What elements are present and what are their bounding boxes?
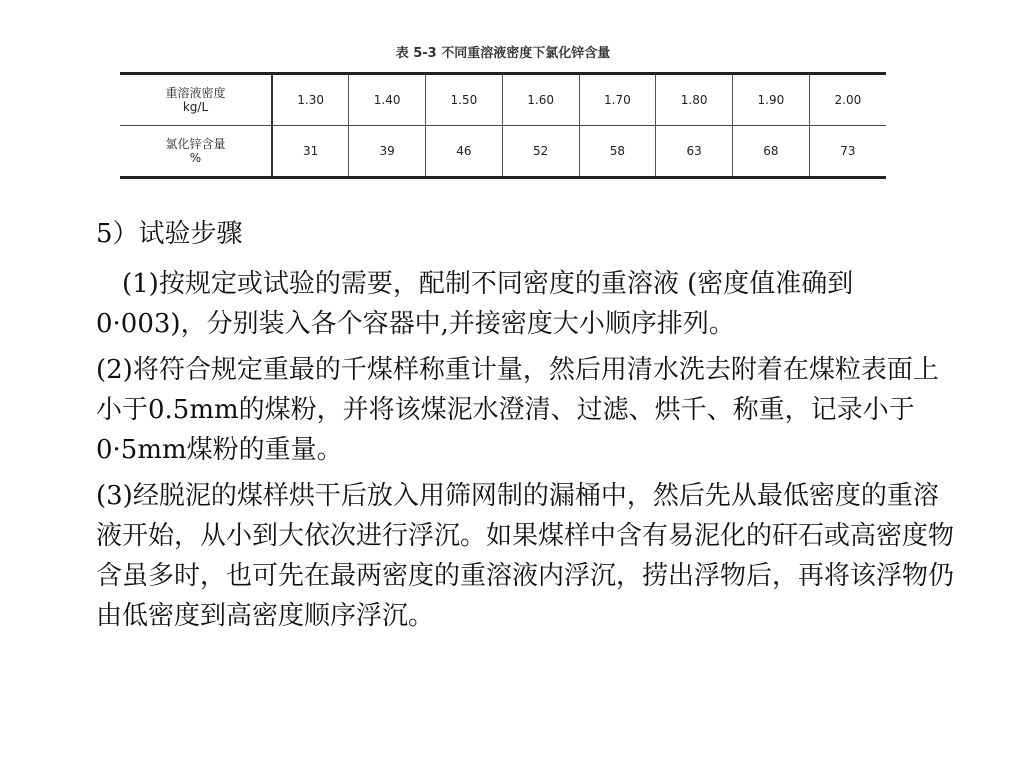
density-cell: 1.40 <box>349 75 426 126</box>
row-header-zinc-chloride <box>120 126 272 177</box>
section-title: 5）试验步骤 <box>96 219 243 249</box>
zinc-chloride-cell: 46 <box>426 126 503 177</box>
procedure-section <box>96 214 956 642</box>
zinc-chloride-cell: 63 <box>656 126 733 177</box>
table-row-zinc-chloride <box>120 126 886 177</box>
density-cell: 2.00 <box>809 75 886 126</box>
zinc-chloride-cell: 73 <box>809 126 886 177</box>
zinc-chloride-cell: 52 <box>502 126 579 177</box>
table-row-density <box>120 75 886 126</box>
procedure-paragraph-3: (3)经脱泥的煤样烘干后放入用筛网制的漏桶中，然后先从最低密度的重溶液开始，从小到大依次进行浮沉。如果煤样中含有易泥化的矸石或高密度物含虽多时，也可先在最两密度的重溶液内浮沉，捞出浮物后，再将该浮物仍由低密度到高密度顺序浮沉。 <box>96 481 955 631</box>
density-table-container <box>120 72 886 179</box>
row-header-zinc-chloride-unit: % <box>189 151 202 165</box>
density-cell: 1.60 <box>502 75 579 126</box>
density-cell: 1.80 <box>656 75 733 126</box>
table-bottom-rule <box>120 176 886 179</box>
table-caption: 表 5-3 不同重溶液密度下氯化锌含量 <box>395 46 611 61</box>
row-header-density-unit: kg/L <box>182 100 209 114</box>
procedure-paragraph-1: (1)按规定或试验的需要，配制不同密度的重溶液 (密度值准确到0·003)，分别装入各个容器中,并接密度大小顺序排列。 <box>96 269 854 339</box>
zinc-chloride-cell: 68 <box>733 126 810 177</box>
procedure-paragraph-2: (2)将符合规定重最的千煤样称重计量，然后用清水洗去附着在煤粒表面上小于0.5mm的煤粉，并将该煤泥水澄清、过滤、烘千、称重，记录小于0·5mm煤粉的重量。 <box>96 355 939 465</box>
row-header-zinc-chloride-label: 氯化锌含量 <box>165 137 226 151</box>
row-header-density-label: 重溶液密度 <box>165 86 226 100</box>
density-cell: 1.90 <box>733 75 810 126</box>
row-header-density <box>120 75 272 126</box>
density-zinc-chloride-table <box>120 75 886 176</box>
density-cell: 1.50 <box>426 75 503 126</box>
density-cell: 1.30 <box>272 75 349 126</box>
density-cell: 1.70 <box>579 75 656 126</box>
zinc-chloride-cell: 31 <box>272 126 349 177</box>
zinc-chloride-cell: 58 <box>579 126 656 177</box>
zinc-chloride-cell: 39 <box>349 126 426 177</box>
